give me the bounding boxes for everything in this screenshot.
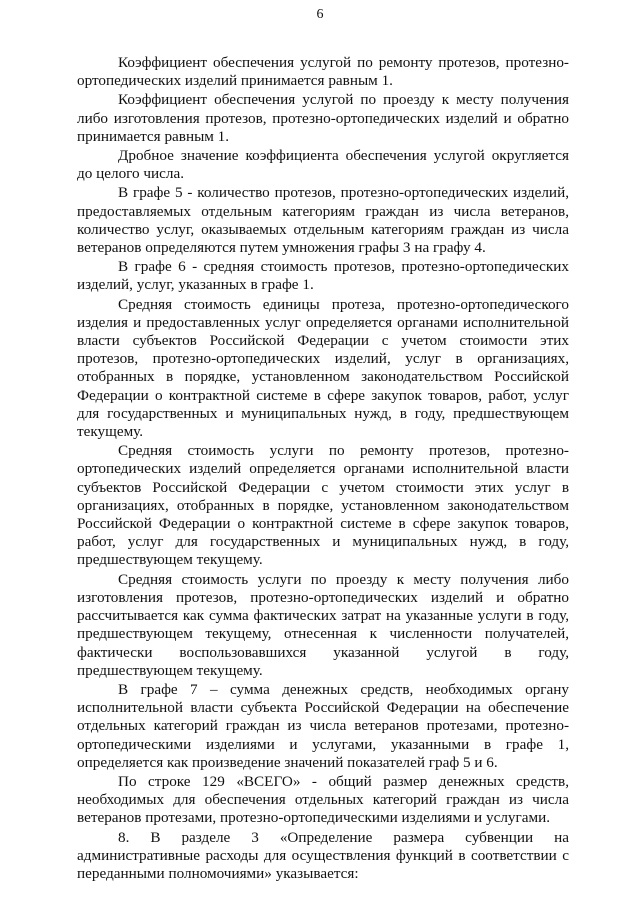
paragraph-column-6: В графе 6 - средняя стоимость протезов, протезно-ортопедических изделий, услуг, указанных в графе 1. xyxy=(77,258,569,294)
paragraph-total-row: По строке 129 «ВСЕГО» - общий размер денежных средств, необходимых для обеспечения отдельных категорий граждан из числа ветеранов протезами, протезно-ортопедическими изделиями и услугами. xyxy=(77,772,569,827)
paragraph-average-repair-cost: Средняя стоимость услуги по ремонту протезов, протезно-ортопедических изделий определяется органами исполнительной власти субъектов Российской Федерации с учетом стоимости этих услуг в организациях, отобранных в порядке, установленном законодательством Российской Федерации о контрактной системе в сфере закупок товаров, работ, услуг для государственных и муниципальных нужд, в году, предшествующем текущему. xyxy=(77,442,569,569)
paragraph-repair-coefficient: Коэффициент обеспечения услугой по ремонту протезов, протезно-ортопедических изделий принимается равным 1. xyxy=(77,54,569,90)
page-number: 6 xyxy=(316,7,324,22)
paragraph-travel-coefficient: Коэффициент обеспечения услугой по проезду к месту получения либо изготовления протезов, протезно-ортопедических изделий и обратно принимается равным 1. xyxy=(77,91,569,145)
document-body xyxy=(77,54,569,884)
paragraph-rounding-rule: Дробное значение коэффициента обеспечения услугой округляется до целого числа. xyxy=(77,147,569,183)
paragraph-column-7: В графе 7 – сумма денежных средств, необходимых органу исполнительной власти субъекта Российской Федерации на обеспечение отдельных категорий граждан из числа ветеранов протезами, протезно-ортопедическими изделиями и услугами, указанными в графе 1, определяется как произведение значений показателей граф 5 и 6. xyxy=(77,680,569,771)
paragraph-section-3: 8. В разделе 3 «Определение размера субвенции на административные расходы для осуществления функций в соответствии с переданными полномочиями» указывается: xyxy=(77,828,569,882)
paragraph-average-travel-cost: Средняя стоимость услуги по проезду к месту получения либо изготовления протезов, протезно-ортопедических изделий и обратно рассчитывается как сумма фактических затрат на указанные услуги в году, предшествующем текущему, отнесенная к численности получателей, фактически воспользовавшихся указанной услугой в году, предшествующем текущему. xyxy=(77,570,569,679)
paragraph-average-unit-cost: Средняя стоимость единицы протеза, протезно-ортопедического изделия и предоставленных услуг определяется органами исполнительной власти субъектов Российской Федерации с учетом стоимости этих протезов, протезно-ортопедических изделий, услуг в организациях, отобранных в порядке, установленном законодательством Российской Федерации о контрактной системе в сфере закупок товаров, работ, услуг для государственных и муниципальных нужд, в году, предшествующем текущему. xyxy=(77,295,569,441)
paragraph-column-5: В графе 5 - количество протезов, протезно-ортопедических изделий, предоставляемых отдельным категориям граждан из числа ветеранов, количество услуг, оказываемых отдельным категориям граждан из числа ветеранов определяются путем умножения графы 3 на графу 4. xyxy=(77,184,569,257)
